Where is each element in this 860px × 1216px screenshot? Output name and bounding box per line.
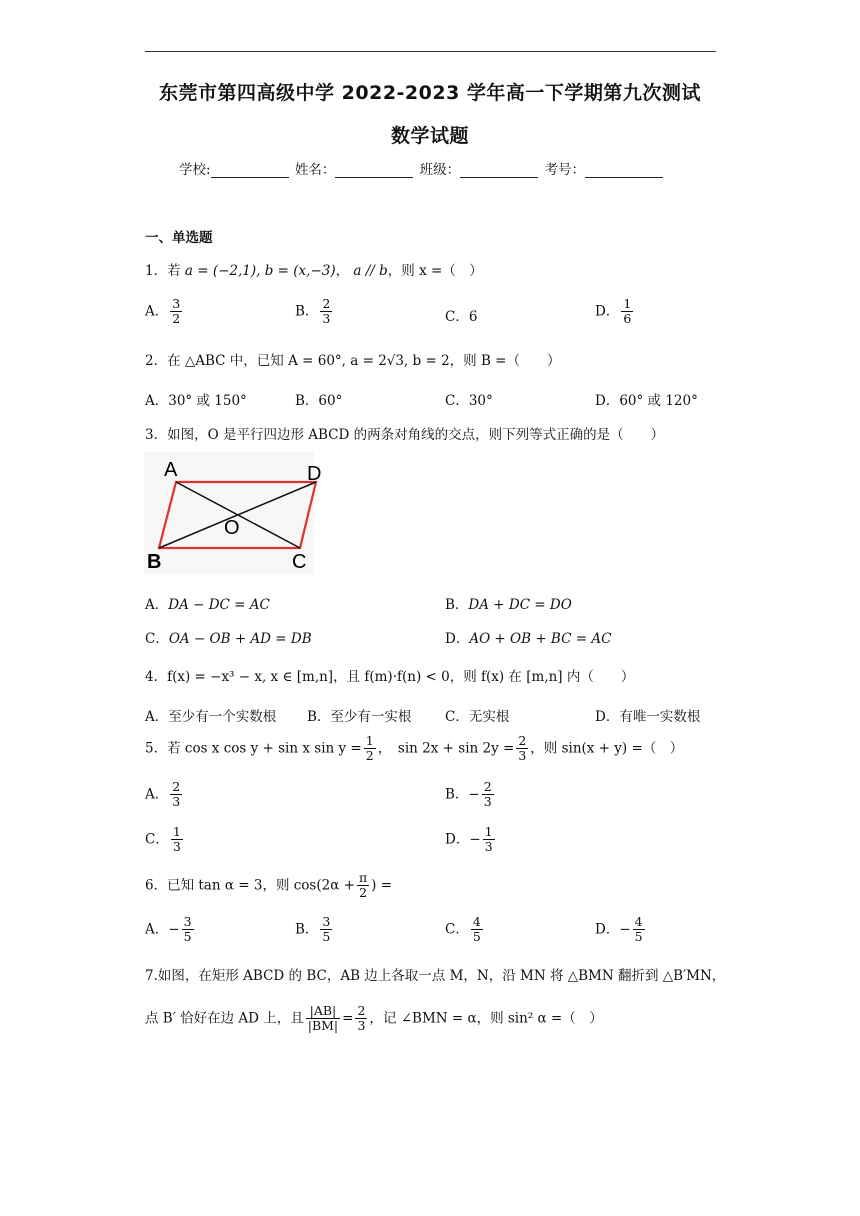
question-condition: a // b xyxy=(353,263,388,279)
option-label: B． xyxy=(445,786,469,803)
fraction xyxy=(633,915,645,945)
section-title: 一、单选题 xyxy=(145,230,213,246)
sign: − xyxy=(168,921,180,938)
denominator: 3 xyxy=(518,748,527,764)
numerator: 2 xyxy=(518,733,527,748)
option-d[interactable] xyxy=(595,705,700,725)
numerator: 1 xyxy=(172,824,181,839)
option-text: 无实根 xyxy=(468,709,510,725)
question-text: 如图，在矩形 ABCD 的 BC，AB 边上各取一点 M，N，沿 MN 将 △BMN 翻折到 △B′MN， xyxy=(157,968,726,984)
numerator: 3 xyxy=(183,914,192,929)
fraction xyxy=(357,871,369,901)
option-a[interactable] xyxy=(145,297,184,327)
option-a[interactable] xyxy=(145,705,276,725)
denominator: 5 xyxy=(183,929,192,945)
option-text: 60° xyxy=(318,393,343,409)
fraction xyxy=(355,1004,367,1034)
fraction xyxy=(306,1004,340,1034)
question-text: 如图，O 是平行四边形 ABCD 的两条对角线的交点，则下列等式正确的是（ ） xyxy=(167,427,665,443)
question-number: 7. xyxy=(145,968,158,984)
vertex-d-label: D xyxy=(307,463,322,485)
option-text: 至少有一实根 xyxy=(330,709,412,725)
option-d[interactable] xyxy=(595,389,698,409)
question-number: 3． xyxy=(145,427,168,443)
option-b[interactable] xyxy=(445,780,496,810)
question-number: 5． xyxy=(145,740,168,757)
denominator: 5 xyxy=(634,929,643,945)
question-7 xyxy=(145,964,725,984)
option-b[interactable] xyxy=(307,705,411,725)
option-text: OA − OB + AD = DB xyxy=(168,631,312,647)
option-label: A． xyxy=(145,393,169,409)
student-info-row xyxy=(179,158,665,178)
parallelogram-diagram xyxy=(144,452,322,574)
fraction xyxy=(170,297,182,327)
vertex-b-label: B xyxy=(147,551,162,573)
option-b[interactable] xyxy=(295,297,334,327)
denominator: 2 xyxy=(365,748,374,764)
option-label: D． xyxy=(445,631,470,647)
option-a[interactable] xyxy=(145,780,184,810)
fraction xyxy=(471,915,483,945)
option-label: C． xyxy=(445,393,469,409)
numerator: 2 xyxy=(172,779,181,794)
question-formula: a = (−2,1), b = (x,−3) xyxy=(184,263,336,279)
denominator: 5 xyxy=(472,929,481,945)
exam-no-blank[interactable] xyxy=(585,163,663,178)
fraction xyxy=(320,915,332,945)
numerator: 4 xyxy=(472,914,481,929)
question-2 xyxy=(145,349,561,369)
option-label: B． xyxy=(295,303,319,320)
option-c[interactable] xyxy=(445,305,477,325)
option-label: A． xyxy=(145,786,169,803)
option-a[interactable] xyxy=(145,389,247,409)
fraction xyxy=(621,297,633,327)
option-label: B． xyxy=(295,921,319,938)
name-blank[interactable] xyxy=(335,163,413,178)
option-a[interactable] xyxy=(145,593,270,613)
question-text: f(x) = −x³ − x, x ∈ [m,n]，且 f(m)·f(n) < 0，则 f(x) 在 [m,n] 内（ ） xyxy=(167,669,635,685)
sign: − xyxy=(469,831,481,848)
denominator: 3 xyxy=(172,794,181,810)
option-b[interactable] xyxy=(445,593,572,613)
class-blank[interactable] xyxy=(460,163,538,178)
option-text: 30° 或 150° xyxy=(168,393,247,409)
option-label: C． xyxy=(445,921,469,938)
option-d[interactable] xyxy=(595,915,647,945)
school-blank[interactable] xyxy=(211,163,289,178)
option-text: DA + DC = DO xyxy=(468,597,572,613)
question-text: ) = xyxy=(371,877,393,894)
exam-no-label: 考号： xyxy=(544,162,585,178)
fraction xyxy=(482,780,494,810)
option-label: D． xyxy=(595,709,620,725)
name-label: 姓名： xyxy=(294,162,336,178)
exam-subtitle: 数学试题 xyxy=(390,125,469,147)
option-text: DA − DC = AC xyxy=(168,597,270,613)
option-c[interactable] xyxy=(145,627,312,647)
option-label: C． xyxy=(445,309,469,325)
option-label: D． xyxy=(595,921,620,938)
question-text: 点 B′ 恰好在边 AD 上，且 xyxy=(145,1010,304,1027)
fraction xyxy=(170,780,182,810)
option-text: 60° 或 120° xyxy=(619,393,698,409)
question-text: 在 △ABC 中，已知 A = 60°, a = 2√3, b = 2，则 B =（ ） xyxy=(167,353,561,369)
question-number: 6． xyxy=(145,877,168,894)
vertex-c-label: C xyxy=(292,551,307,573)
option-c[interactable] xyxy=(445,705,509,725)
numerator: π xyxy=(358,870,368,885)
question-number: 1． xyxy=(145,263,168,279)
question-number: 2． xyxy=(145,353,168,369)
question-text: ， sin 2x + sin 2y = xyxy=(377,740,515,757)
option-label: B． xyxy=(295,393,319,409)
option-label: B． xyxy=(307,709,331,725)
numerator: 2 xyxy=(322,296,331,311)
fraction xyxy=(483,825,495,855)
numerator: 4 xyxy=(634,914,643,929)
question-3 xyxy=(145,423,664,443)
option-c[interactable] xyxy=(145,825,185,855)
denominator: |BM| xyxy=(307,1018,339,1034)
fraction xyxy=(182,915,194,945)
option-label: D． xyxy=(595,393,620,409)
numerator: 1 xyxy=(484,824,493,839)
denominator: 6 xyxy=(623,311,632,327)
class-label: 班级： xyxy=(419,162,461,178)
denominator: 3 xyxy=(357,1018,366,1034)
fraction xyxy=(171,825,183,855)
denominator: 2 xyxy=(172,311,181,327)
option-c[interactable] xyxy=(445,389,493,409)
denominator: 5 xyxy=(322,929,331,945)
sign: − xyxy=(619,921,631,938)
numerator: 2 xyxy=(483,779,492,794)
header-rule xyxy=(145,51,716,52)
parallelogram-figure xyxy=(144,452,322,574)
question-text: 若 cos x cos y + sin x sin y = xyxy=(167,740,362,757)
option-b[interactable] xyxy=(295,389,342,409)
option-text: 有唯一实数根 xyxy=(619,709,701,725)
option-text: AO + OB + BC = AC xyxy=(469,631,612,647)
fraction xyxy=(364,734,376,764)
option-d[interactable] xyxy=(445,825,497,855)
option-b[interactable] xyxy=(295,915,334,945)
numerator: 3 xyxy=(322,914,331,929)
denominator: 3 xyxy=(484,839,493,855)
option-d[interactable] xyxy=(445,627,611,647)
option-label: C． xyxy=(145,631,169,647)
option-label: A． xyxy=(145,597,169,613)
option-label: A． xyxy=(145,921,169,938)
question-7-line-2 xyxy=(145,1004,603,1034)
option-label: D． xyxy=(595,303,620,320)
denominator: 2 xyxy=(359,885,368,901)
option-label: C． xyxy=(445,709,469,725)
school-label: 学校: xyxy=(179,162,211,178)
option-a[interactable] xyxy=(145,915,196,945)
option-d[interactable] xyxy=(595,297,635,327)
numerator: 1 xyxy=(623,296,632,311)
question-text: = xyxy=(342,1010,354,1027)
question-1: 1．若 a = (−2,1), b = (x,−3)， a // b，则 x =（ ） xyxy=(145,263,483,279)
option-label: C． xyxy=(145,831,169,848)
question-6 xyxy=(145,871,392,901)
fraction xyxy=(320,297,332,327)
question-text: ，则 sin(x + y) =（ ） xyxy=(530,740,684,757)
option-label: B． xyxy=(445,597,469,613)
option-text: 至少有一个实数根 xyxy=(168,709,277,725)
numerator: 3 xyxy=(172,296,181,311)
question-text: 已知 tan α = 3，则 cos(2α + xyxy=(167,877,355,894)
question-5 xyxy=(145,734,683,764)
question-text: ，则 x =（ ） xyxy=(387,263,483,279)
vertex-a-label: A xyxy=(164,459,178,481)
numerator: 1 xyxy=(365,733,374,748)
option-label: A． xyxy=(145,709,169,725)
exam-title: 东莞市第四高级中学 2022-2023 学年高一下学期第九次测试 xyxy=(159,82,701,104)
option-c[interactable] xyxy=(445,915,485,945)
denominator: 3 xyxy=(172,839,181,855)
option-text: 30° xyxy=(468,393,493,409)
fraction xyxy=(516,734,528,764)
option-text: 6 xyxy=(468,309,478,325)
numerator: |AB| xyxy=(306,1004,340,1019)
question-text: 若 xyxy=(167,263,181,279)
sign: − xyxy=(468,786,480,803)
question-text: ，记 ∠BMN = α，则 sin² α =（ ） xyxy=(369,1010,603,1027)
denominator: 3 xyxy=(483,794,492,810)
option-label: A． xyxy=(145,303,169,320)
question-4 xyxy=(145,665,634,685)
option-label: D． xyxy=(445,831,470,848)
denominator: 3 xyxy=(322,311,331,327)
question-number: 4． xyxy=(145,669,168,685)
numerator: 2 xyxy=(357,1003,366,1018)
center-o-label: O xyxy=(224,517,240,539)
